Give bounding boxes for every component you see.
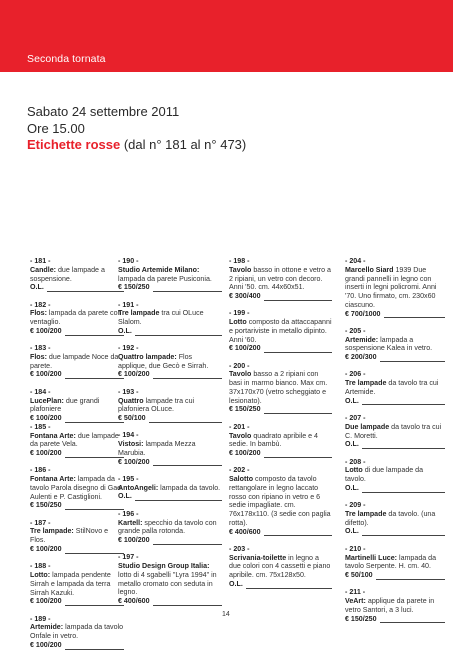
lot-estimate	[30, 414, 124, 423]
lot-number: - 210 -	[345, 544, 366, 553]
lot-entry	[229, 545, 332, 589]
lot-description	[30, 432, 124, 450]
lot-estimate	[345, 484, 445, 493]
lot-number: - 207 -	[345, 414, 366, 423]
lot-entry	[345, 545, 445, 580]
lot-name: Quattro lampade:	[118, 352, 177, 361]
lot-description	[229, 318, 332, 344]
lot-description	[30, 571, 124, 597]
lot-name: Vistosi:	[118, 440, 144, 449]
lot-description	[118, 440, 222, 458]
lot-column-3	[229, 257, 332, 597]
lot-estimate	[345, 615, 445, 624]
lot-estimate	[345, 527, 445, 536]
lot-number: - 196 -	[118, 509, 139, 518]
lot-entry	[118, 431, 222, 466]
lot-detail: lampada Mezza Marubia.	[118, 440, 196, 457]
lot-number: - 197 -	[118, 553, 139, 562]
lot-estimate	[229, 449, 332, 458]
lot-detail: da tavolo tra cui C. Moretti.	[345, 422, 442, 440]
lot-number: - 203 -	[229, 544, 250, 553]
lot-name: Artemide:	[345, 335, 379, 344]
lot-detail: lampada da tavolo Parola disegno di Gae Aulenti e P. Castiglioni.	[30, 475, 122, 501]
lot-price: € 700/1000	[345, 309, 381, 318]
lot-entry	[345, 588, 445, 623]
lot-estimate	[30, 501, 124, 510]
lot-price: O.L.	[229, 579, 243, 588]
price-rule	[362, 487, 445, 493]
lot-number: - 201 -	[229, 422, 250, 431]
lot-entry	[345, 257, 445, 318]
lot-detail: lotto di 4 sgabelli "Lyra 1994" in metallo cromato con seduta in legno.	[118, 570, 217, 597]
lot-estimate	[30, 449, 124, 458]
lot-detail: lampada da tavolo Serpente. H. cm. 40.	[345, 553, 437, 571]
lot-name: VeArt:	[345, 597, 366, 606]
lot-name: Tre lampade	[345, 379, 387, 388]
lot-name: Tre lampade	[118, 309, 160, 318]
lot-description	[229, 370, 332, 405]
lot-number: - 190 -	[118, 257, 139, 265]
lot-name: Scrivania-toilette	[229, 553, 287, 562]
lot-entry	[229, 466, 332, 536]
lot-description	[345, 597, 445, 615]
lot-description	[345, 466, 445, 484]
lot-name: AntoAngeli:	[118, 483, 159, 492]
lot-number: - 199 -	[229, 309, 250, 318]
lot-number: - 185 -	[30, 422, 51, 431]
price-rule	[362, 399, 445, 405]
lot-column-4	[345, 257, 445, 632]
lot-description	[345, 336, 445, 354]
lot-price: € 100/200	[118, 536, 150, 545]
lot-price: € 50/100	[118, 414, 146, 423]
lot-entry	[30, 423, 124, 458]
title-range: (dal n° 181 al n° 473)	[120, 137, 247, 152]
lot-number: - 188 -	[30, 562, 51, 571]
lot-number: - 195 -	[118, 474, 139, 483]
price-rule	[384, 312, 445, 318]
lot-name: Fontana Arte:	[30, 475, 76, 484]
lot-number: - 186 -	[30, 466, 51, 475]
lot-number: - 191 -	[118, 300, 139, 309]
lot-entry	[118, 344, 222, 379]
lot-name: Salotto	[229, 475, 254, 484]
lot-price: € 100/200	[30, 449, 62, 458]
lot-estimate	[30, 597, 124, 606]
lot-price: € 150/250	[118, 283, 150, 292]
lot-description	[345, 510, 445, 528]
lot-name: Lotto	[229, 318, 247, 327]
lot-estimate	[30, 370, 124, 379]
lot-description	[30, 266, 124, 284]
lot-detail: basso a 2 ripiani con basi in marmo bianco. Max cm. 37x170x70 (vetro scheggiato e lesionato).	[229, 370, 328, 405]
lot-name: Martinelli Luce:	[345, 553, 398, 562]
section-header-band	[0, 0, 453, 72]
lot-estimate	[229, 344, 332, 353]
lot-price: O.L.	[118, 326, 132, 335]
price-rule	[135, 330, 222, 336]
lot-detail: quadrato apribile e 4 sedie. In bambù.	[229, 431, 318, 449]
lot-description	[30, 397, 124, 415]
lot-estimate	[229, 580, 332, 589]
lot-detail: lampada da parete Pusiconia.	[118, 274, 212, 283]
lot-description	[229, 554, 332, 580]
lot-number: - 204 -	[345, 257, 366, 265]
lot-estimate	[229, 405, 332, 414]
price-rule	[264, 452, 332, 458]
lot-estimate	[345, 397, 445, 406]
lot-entry	[30, 257, 124, 292]
lot-entry	[30, 344, 124, 379]
lot-entry	[345, 414, 445, 449]
lot-description	[118, 309, 222, 327]
lot-detail: in legno a due colori con 4 cassetti e piano apribile. cm. 75x128x50.	[229, 553, 331, 580]
lot-estimate	[229, 528, 332, 537]
lot-detail: basso in ottone e vetro a 2 ripiani, un vetro con decoro. Anni '50. cm. 44x60x51.	[229, 265, 332, 292]
price-rule	[264, 408, 332, 414]
lot-detail: di due lampade da tavolo.	[345, 466, 424, 484]
session-date: Sabato 24 settembre 2011	[27, 104, 180, 119]
lot-detail: 1939 Due grandi pannelli in legno con inserti in legni policromi. Anni '70. Uno firmato, cm. 230x60 ciascuno.	[345, 265, 437, 309]
lot-estimate	[118, 283, 222, 292]
lot-detail: composto da tavolo rettangolare in legno laccato rosso con ripiano in vetro e 6 sedie impagliate. cm. 76x178x110. (3 sedie con paglia rotta).	[229, 475, 331, 527]
lot-entry	[118, 553, 222, 606]
lot-number: - 211 -	[345, 588, 366, 597]
lot-detail: tra cui OLuce Slalom.	[118, 309, 204, 327]
price-rule	[153, 286, 222, 292]
lot-number: - 208 -	[345, 457, 366, 466]
lot-number: - 187 -	[30, 518, 51, 527]
lot-name: Lotto	[345, 466, 363, 475]
price-rule	[264, 347, 332, 353]
lot-name: Flos:	[30, 352, 47, 361]
lot-entry	[118, 510, 222, 545]
lot-number: - 202 -	[229, 466, 250, 475]
lot-number: - 183 -	[30, 344, 51, 353]
lot-column-1	[30, 257, 124, 658]
lot-name: Studio Artemide Milano:	[118, 265, 200, 274]
lot-description	[30, 309, 124, 327]
lot-price: O.L.	[345, 440, 359, 449]
lot-detail: due lampade a sospensione.	[30, 265, 105, 283]
price-rule	[153, 460, 222, 466]
lot-description	[118, 519, 222, 537]
lot-entry	[30, 466, 124, 510]
lot-detail: due grandi plafoniere	[30, 396, 100, 414]
lot-estimate	[118, 536, 222, 545]
lot-detail: lampada pendente Sirrah e lampada da terra Sirrah Kazuki.	[30, 571, 111, 597]
price-rule	[135, 495, 222, 501]
lot-price: € 100/200	[118, 370, 150, 379]
lot-description	[30, 353, 124, 371]
session-heading	[27, 104, 246, 154]
lot-estimate	[118, 370, 222, 379]
lot-name: Flos:	[30, 309, 47, 318]
lot-detail: da tavolo. (una difetto).	[345, 509, 436, 527]
lot-entry	[118, 475, 222, 501]
lot-detail: da tavolo tra cui Artemide.	[345, 379, 439, 396]
lot-detail: lampada da tavolo.	[158, 483, 221, 492]
lot-name: Tavolo	[229, 431, 252, 440]
lot-name: Marcello Siard	[345, 265, 394, 274]
lot-detail: due lampade da parete Vela.	[30, 431, 119, 449]
lot-price: € 100/200	[118, 457, 150, 466]
lot-price: € 100/200	[30, 414, 62, 423]
lot-entry	[345, 370, 445, 405]
lot-detail: due lampade Noce da parete.	[30, 352, 119, 370]
lot-number: - 198 -	[229, 257, 250, 265]
lot-name: Studio Design Group Italia:	[118, 562, 210, 571]
lot-number: - 193 -	[118, 387, 139, 396]
lot-name: Artemide:	[30, 623, 64, 632]
price-rule	[380, 617, 445, 623]
lot-description	[229, 266, 332, 292]
lot-description	[118, 266, 222, 284]
lot-entry	[345, 501, 445, 536]
lot-number: - 206 -	[345, 370, 366, 379]
lot-detail: StilNovo e Flos.	[30, 527, 109, 545]
session-time: Ore 15.00	[27, 120, 85, 136]
lot-price: € 50/100	[345, 571, 373, 580]
lot-description	[30, 623, 124, 641]
lot-estimate	[30, 327, 124, 336]
lot-price: € 150/250	[345, 614, 377, 623]
lot-description	[345, 554, 445, 572]
lot-detail: lampada da parete con ventaglio.	[30, 309, 122, 327]
lot-description	[229, 475, 332, 528]
lot-entry	[229, 309, 332, 353]
lot-number: - 181 -	[30, 257, 51, 265]
lot-estimate	[118, 458, 222, 467]
lot-name: Lotto:	[30, 571, 51, 580]
price-rule	[47, 286, 124, 292]
price-rule	[246, 583, 332, 589]
lot-number: - 209 -	[345, 501, 366, 510]
price-rule	[149, 417, 222, 423]
price-rule	[65, 373, 124, 379]
lot-estimate	[118, 414, 222, 423]
lot-price: € 150/250	[30, 501, 62, 510]
lot-price: € 100/200	[30, 544, 62, 553]
lot-description	[345, 266, 445, 310]
lot-number: - 194 -	[118, 431, 139, 440]
lot-detail: lampade tra cui plafoniera OLuce.	[118, 396, 195, 414]
title-bold: Etichette rosse	[27, 137, 121, 152]
price-rule	[65, 417, 124, 423]
lot-price: O.L.	[345, 483, 359, 492]
lot-detail: specchio da tavolo con grande palla rotonda.	[118, 518, 217, 536]
lot-name: Tre lampade:	[30, 527, 74, 536]
session-title	[27, 137, 246, 154]
lot-price: € 100/200	[229, 449, 261, 458]
lot-name: Due lampade	[345, 422, 390, 431]
price-rule	[65, 644, 124, 650]
lot-description	[30, 527, 124, 545]
lot-estimate	[345, 353, 445, 362]
lot-number: - 192 -	[118, 344, 139, 353]
lot-price: € 100/200	[30, 640, 62, 649]
lot-estimate	[30, 641, 124, 650]
lot-estimate	[345, 310, 445, 319]
lot-price: O.L.	[345, 527, 359, 536]
price-rule	[362, 530, 445, 536]
lot-detail: applique da parete in vetro Santori, a 3 luci.	[345, 597, 435, 614]
price-rule	[153, 373, 222, 379]
lot-entry	[345, 327, 445, 362]
lot-estimate	[345, 571, 445, 580]
page-number: 14	[222, 611, 230, 618]
lot-estimate	[118, 597, 222, 606]
lot-price: € 150/250	[229, 405, 261, 414]
lot-price: O.L.	[118, 492, 132, 501]
lot-price: € 400/600	[229, 527, 261, 536]
lot-entry	[118, 301, 222, 336]
lot-description	[345, 423, 445, 441]
lot-price: € 100/200	[30, 370, 62, 379]
lot-detail: composto da attaccapanni e portariviste in metallo dipinto. Anni '60.	[229, 318, 332, 344]
lot-estimate	[118, 492, 222, 501]
lot-name: Fontana Arte:	[30, 431, 76, 440]
lot-name: Tavolo	[229, 265, 252, 274]
lot-price: € 200/300	[345, 353, 377, 362]
price-rule	[264, 295, 332, 301]
lot-entry	[118, 388, 222, 423]
lot-name: Tre lampade	[345, 509, 387, 518]
lot-name: Kartell:	[118, 518, 143, 527]
lot-name: Candle:	[30, 265, 57, 274]
price-rule	[153, 600, 222, 606]
lot-price: O.L.	[345, 396, 359, 405]
lot-number: - 200 -	[229, 361, 250, 370]
section-title: Seconda tornata	[27, 53, 106, 65]
lot-estimate	[30, 545, 124, 554]
lot-price: € 400/600	[118, 597, 150, 606]
price-rule	[65, 452, 124, 458]
lot-name: Quattro	[118, 396, 144, 405]
price-rule	[380, 356, 445, 362]
price-rule	[65, 330, 124, 336]
lot-description	[345, 379, 445, 397]
price-rule	[65, 600, 124, 606]
lot-entry	[30, 615, 124, 650]
lot-name: LucePlan:	[30, 396, 64, 405]
lot-entry	[229, 257, 332, 301]
price-rule	[65, 504, 124, 510]
lot-name: Tavolo	[229, 370, 252, 379]
lot-price: O.L.	[30, 283, 44, 292]
lot-description	[118, 353, 222, 371]
lot-entry	[30, 519, 124, 554]
lot-entry	[229, 423, 332, 458]
lot-price: € 300/400	[229, 292, 261, 300]
price-rule	[264, 530, 332, 536]
lot-entry	[30, 388, 124, 423]
lot-estimate	[30, 283, 124, 292]
lot-entry	[229, 362, 332, 415]
lot-number: - 205 -	[345, 326, 366, 335]
lot-column-2	[118, 257, 222, 615]
lot-detail: lampada da tavolo Onfale in vetro.	[30, 623, 124, 641]
lot-number: - 184 -	[30, 387, 51, 396]
price-rule	[65, 548, 124, 554]
lot-entry	[30, 301, 124, 336]
lot-description	[118, 562, 222, 597]
lot-estimate	[345, 440, 445, 449]
lot-number: - 189 -	[30, 614, 51, 623]
lot-estimate	[229, 292, 332, 301]
lot-entry	[118, 257, 222, 292]
price-rule	[153, 539, 222, 545]
lot-price: € 100/200	[30, 597, 62, 606]
lot-description	[30, 475, 124, 501]
lot-number: - 182 -	[30, 300, 51, 309]
lot-price: € 100/200	[30, 326, 62, 335]
price-rule	[362, 443, 445, 449]
lot-description	[118, 484, 222, 493]
lot-entry	[345, 458, 445, 493]
lot-detail: lampada a sospensione Kalea in vetro.	[345, 335, 433, 353]
lot-entry	[30, 562, 124, 606]
lot-description	[229, 432, 332, 450]
price-rule	[376, 574, 445, 580]
lot-estimate	[118, 327, 222, 336]
lot-description	[118, 397, 222, 415]
lot-detail: Flos applique, due Gecò e Sirrah.	[118, 352, 209, 370]
lot-price: € 100/200	[229, 344, 261, 353]
